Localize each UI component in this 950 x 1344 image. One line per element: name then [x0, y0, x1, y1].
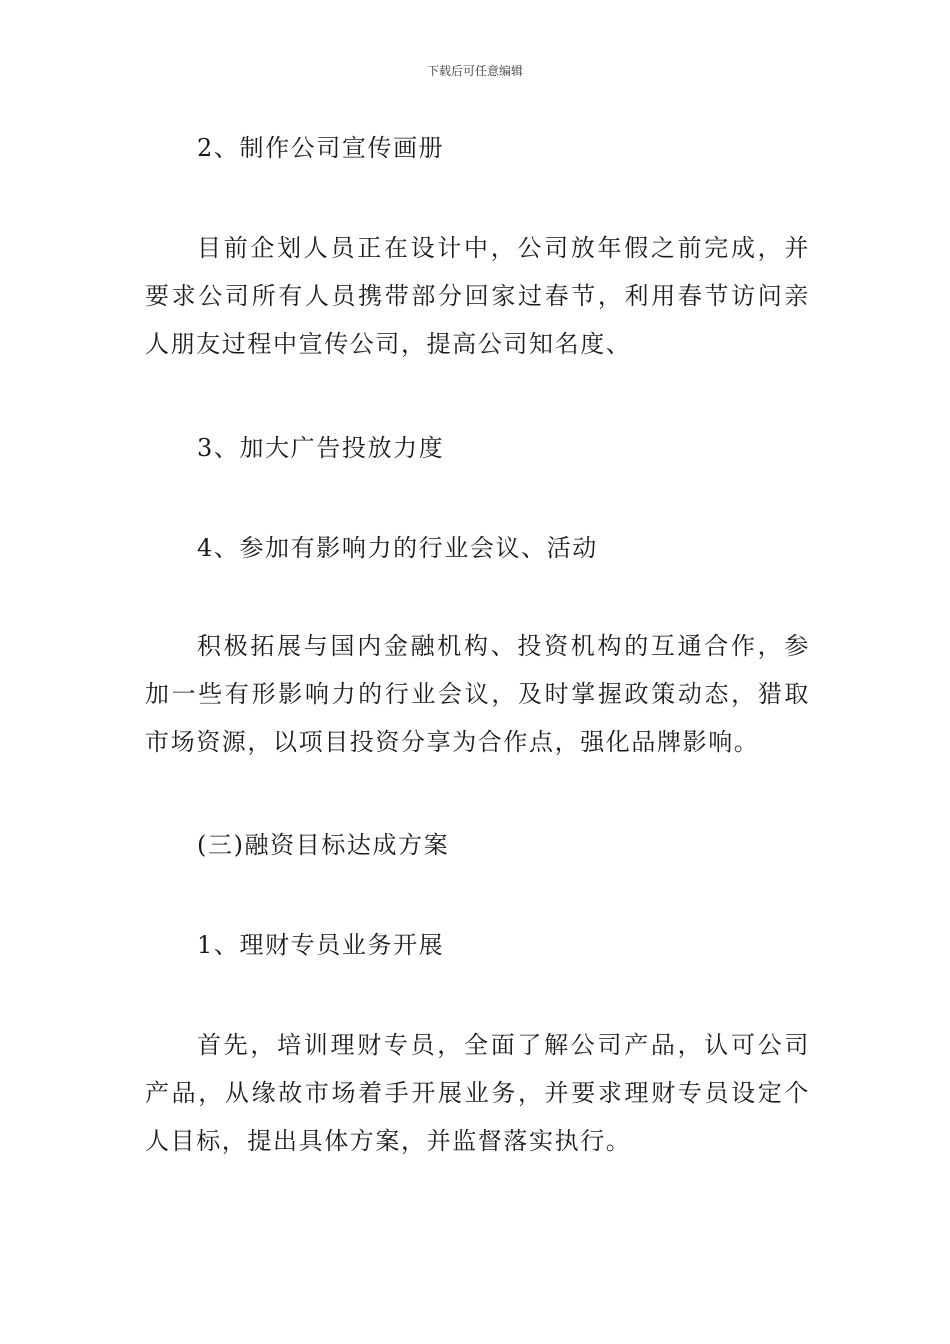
body-paragraph: 目前企划人员正在设计中，公司放年假之前完成，并要求公司所有人员携带部分回家过春节，利用春节访问亲人朋友过程中宣传公司，提高公司知名度、 — [145, 234, 810, 358]
page-header: 下载后可任意编辑 — [426, 64, 523, 78]
section-heading: 4、参加有影响力的行业会议、活动 — [197, 534, 598, 562]
body-paragraph: 首先，培训理财专员，全面了解公司产品，认可公司产品，从缘故市场着手开展业务，并要求理财专员设定个人目标，提出具体方案，并监督落实执行。 — [145, 1031, 810, 1155]
section-heading: 1、理财专员业务开展 — [197, 931, 445, 959]
section-heading: 2、制作公司宣传画册 — [197, 134, 445, 162]
section-heading: (三)融资目标达成方案 — [197, 831, 450, 859]
body-paragraph: 积极拓展与国内金融机构、投资机构的互通合作，参加一些有形影响力的行业会议，及时掌握政策动态，猎取市场资源，以项目投资分享为合作点，强化品牌影响。 — [145, 632, 810, 756]
section-heading: 3、加大广告投放力度 — [197, 434, 445, 462]
